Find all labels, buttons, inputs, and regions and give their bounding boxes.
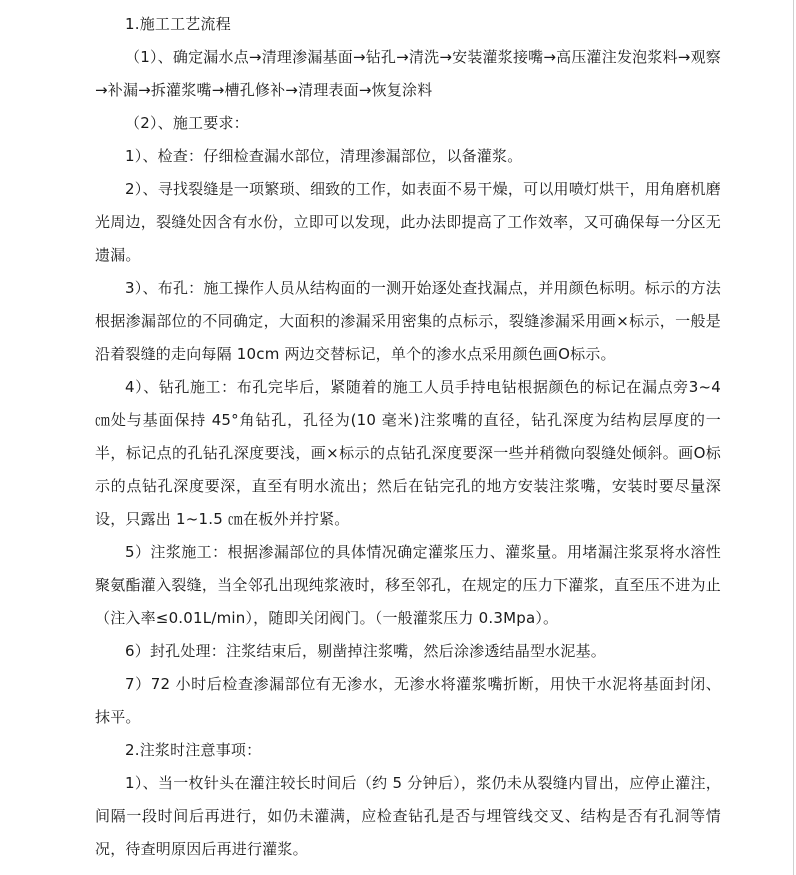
requirement-item-4: 4）、钻孔施工：布孔完毕后，紧随着的施工人员手持电钻根据颜色的标记在漏点旁3~4 ㎝处与基面保持 45°角钻孔，孔径为(10 毫米)注浆嘴的直径，钻孔深度为结构层厚度的一半，标记点的孔钻孔深度要浅，画×标示的点钻孔深度要深一些并稍微向裂缝处倾斜。画O标示的点钻孔深度要深，直至有明水流出；然后在钻完孔的地方安装注浆嘴，安装时要尽量深设，只露出 1~1.5 ㎝在板外并拧紧。 [95, 378, 721, 528]
section-heading-process: 1.施工工艺流程 [125, 15, 231, 33]
requirement-item-1: 1）、检查：仔细检查漏水部位，清理渗漏部位，以备灌浆。 [125, 147, 523, 165]
note-item-1: 1）、当一枚针头在灌注较长时间后（约 5 分钟后），浆仍未从裂缝内冒出，应停止灌注，间隔一段时间后再进行，如仍未灌满，应检查钻孔是否与埋管线交叉、结构是否有孔洞等情况，待查明原因后再进行灌浆。 [95, 774, 721, 858]
requirement-item-7: 7）72 小时后检查渗漏部位有无渗水，无渗水将灌浆嘴折断，用快干水泥将基面封闭、抹平。 [95, 675, 721, 726]
page-edge-divider [793, 0, 794, 875]
requirement-item-2: 2）、寻找裂缝是一项繁琐、细致的工作，如表面不易干燥，可以用喷灯烘干，用角磨机磨光周边，裂缝处因含有水份，立即可以发现，此办法即提高了工作效率，又可确保每一分区无遗漏。 [95, 180, 721, 264]
requirement-item-3: 3）、布孔：施工操作人员从结构面的一测开始逐处查找漏点，并用颜色标明。标示的方法根据渗漏部位的不同确定，大面积的渗漏采用密集的点标示，裂缝渗漏采用画×标示，一般是沿着裂缝的走向每隔 10cm 两边交替标记，单个的渗水点采用颜色画O标示。 [95, 279, 721, 363]
requirement-item-6: 6）封孔处理：注浆结束后，剔凿掉注浆嘴，然后涂渗透结晶型水泥基。 [125, 642, 606, 660]
requirement-item-5: 5）注浆施工：根据渗漏部位的具体情况确定灌浆压力、灌浆量。用堵漏注浆泵将水溶性聚氨酯灌入裂缝，当全邻孔出现纯浆液时，移至邻孔，在规定的压力下灌浆，直至压不进为止（注入率≤0.01L/min），随即关闭阀门。（一般灌浆压力 0.3Mpa）。 [95, 543, 721, 627]
process-flow-paragraph: （1）、确定漏水点→清理渗漏基面→钻孔→清洗→安装灌浆接嘴→高压灌注发泡浆料→观察→补漏→拆灌浆嘴→槽孔修补→清理表面→恢复涂料 [95, 48, 721, 99]
section-heading-notes: 2.注浆时注意事项： [125, 741, 262, 759]
requirements-heading: （2）、施工要求： [125, 114, 249, 132]
document-body [95, 8, 721, 866]
